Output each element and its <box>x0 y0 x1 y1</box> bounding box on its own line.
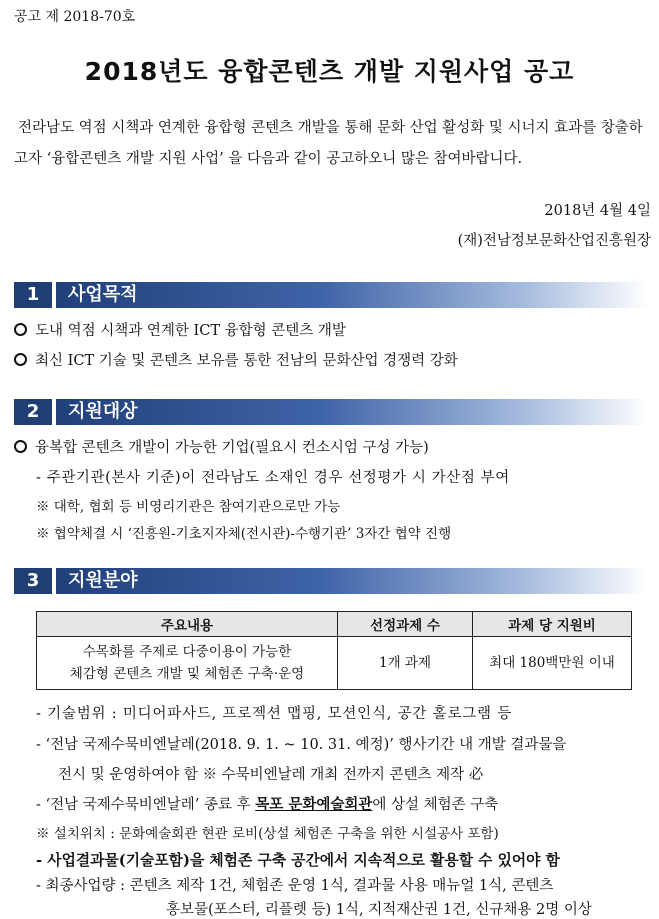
deliverables-item: - 최종사업량 : 콘텐츠 제작 1건, 체험존 운영 1식, 결과물 사용 매뉴얼 1식, 콘텐츠 <box>36 878 554 894</box>
bullet-item: 도내 역점 시책과 연계한 ICT 융합형 콘텐츠 개발 <box>14 319 346 340</box>
event-item: - ‘전남 국제수묵비엔날레(2018. 9. 1. ~ 10. 31. 예정)’ 행사기간 내 개발 결과물을 <box>36 737 567 753</box>
note-item: ※ 협약체결 시 ‘진흥원-기초지자체(전시관)-수행기관’ 3자간 협약 진행 <box>36 526 452 542</box>
content-cell <box>37 637 338 690</box>
column-header: 주요내용 <box>37 612 338 637</box>
event-item-continued: 전시 및 운영하여야 함 ※ 수묵비엔날레 개최 전까지 콘텐츠 제작 必 <box>58 767 484 783</box>
circle-bullet-icon <box>14 353 27 366</box>
column-header: 과제 당 지원비 <box>473 612 632 637</box>
section-title: 지원분야 <box>68 570 138 591</box>
budget-cell: 최대 180백만원 이내 <box>473 637 632 690</box>
section-header-3 <box>14 568 648 594</box>
bullet-item: 융복합 콘텐츠 개발이 가능한 기업(필요시 컨소시엄 구성 가능) <box>14 436 429 457</box>
section-number: 1 <box>14 282 52 308</box>
column-header: 선정과제 수 <box>338 612 473 637</box>
deliverables-item-continued: 홍보물(포스터, 리플렛 등) 1식, 지적재산권 1건, 신규채용 2명 이상 <box>166 902 592 918</box>
table-header-row <box>37 612 632 637</box>
table-row <box>37 637 632 690</box>
count-cell: 1개 과제 <box>338 637 473 690</box>
support-table <box>36 611 632 690</box>
requirement-item: - 사업결과물(기술포함)을 체험존 구축 공간에서 지속적으로 활용할 수 있어야 함 <box>36 852 560 869</box>
notice-number: 공고 제 2018-70호 <box>14 9 136 25</box>
announcement-date: 2018년 4월 4일 <box>544 203 651 219</box>
note-item: ※ 대학, 협회 등 비영리기관은 참여기관으로만 가능 <box>36 499 341 515</box>
section-bar <box>56 399 648 425</box>
circle-bullet-icon <box>14 440 27 453</box>
issuing-organization: (재)전남정보문화산업진흥원장 <box>457 233 651 249</box>
section-header-1 <box>14 282 648 308</box>
section-number: 2 <box>14 399 52 425</box>
circle-bullet-icon <box>14 323 27 336</box>
section-header-2 <box>14 399 648 425</box>
post-event-item: - ‘전남 국제수묵비엔날레’ 종료 후 목포 문화예술회관에 상설 체험존 구축 <box>36 796 499 813</box>
page-title: 2018년도 융합콘텐츠 개발 지원사업 공고 <box>84 57 575 86</box>
bullet-item: 최신 ICT 기술 및 콘텐츠 보유를 통한 전남의 문화산업 경쟁력 강화 <box>14 349 458 370</box>
dash-item: - 주관기관(본사 기준)이 전라남도 소재인 경우 선정평가 시 가산점 부여 <box>36 470 510 486</box>
location-note: ※ 설치위치 : 문화예술회관 현관 로비(상설 체험존 구축을 위한 시설공사 포함) <box>36 826 499 842</box>
content-line: 수목화를 주제로 다중이용이 가능한 <box>82 644 292 660</box>
content-line: 체감형 콘텐츠 개발 및 체험존 구축·운영 <box>69 666 305 682</box>
section-number: 3 <box>14 568 52 594</box>
section-bar <box>56 282 648 308</box>
section-bar <box>56 568 648 594</box>
venue-name: 목포 문화예술회관 <box>255 796 373 813</box>
tech-scope-item: - 기술범위 : 미디어파사드, 프로젝션 맵핑, 모션인식, 공간 홀로그램 등 <box>36 706 513 722</box>
section-title: 사업목적 <box>68 284 138 305</box>
section-title: 지원대상 <box>68 401 138 422</box>
intro-paragraph: 전라남도 역점 시책과 연계한 융합형 콘텐츠 개발을 통해 문화 산업 활성화 및 시너지 효과를 창출하고자 ‘융합콘텐츠 개발 지원 사업’ 을 다음과 같이 공고하오니 많은 참여바랍니다. <box>14 120 643 167</box>
